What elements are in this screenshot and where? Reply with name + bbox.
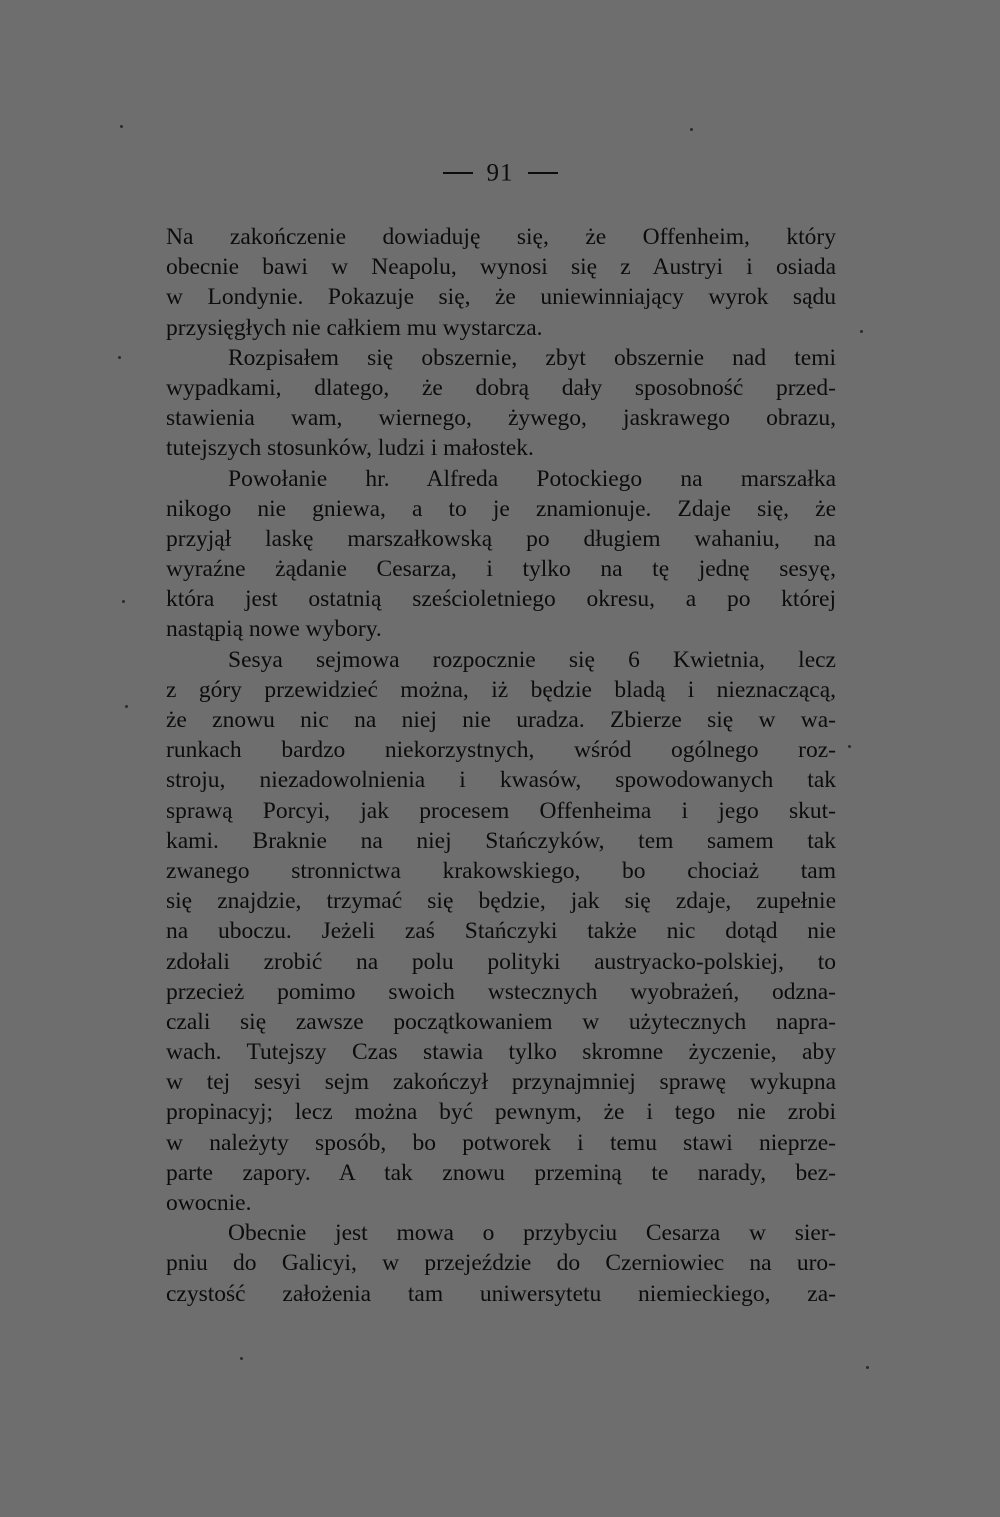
text-line: czali się zawsze początkowaniem w użytecznych napra-	[166, 1008, 836, 1035]
text-line: która jest ostatnią sześcioletniego okresu, a po której	[166, 586, 836, 613]
text-line: pniu do Galicyi, w przejeździe do Czerniowiec na uro-	[166, 1250, 836, 1277]
text-line: na uboczu. Jeżeli zaś Stańczyki także nic dotąd nie	[166, 918, 836, 945]
page-number: 91	[486, 159, 514, 187]
text-line: zwanego stronnictwa krakowskiego, bo chociaż tam	[166, 857, 836, 884]
scan-speck	[122, 600, 125, 603]
text-line: tutejszych stosunków, ludzi i małostek.	[166, 435, 534, 462]
right-dash	[528, 172, 558, 174]
text-line: propinacyj; lecz można być pewnym, że i tego nie zrobi	[166, 1099, 836, 1126]
text-line: Obecnie jest mowa o przybyciu Cesarza w sier-	[228, 1220, 836, 1247]
text-line: że znowu nic na niej nie uradza. Zbierze się w wa-	[166, 707, 836, 733]
text-line: w Londynie. Pokazuje się, że uniewinniający wyrok sądu	[166, 284, 836, 311]
text-line: w należyty sposób, bo potworek i temu stawi nieprze-	[166, 1129, 836, 1156]
text-line: nikogo nie gniewa, a to je znamionuje. Zdaje się, że	[166, 495, 836, 522]
scan-speck	[690, 128, 693, 131]
text-line: Na zakończenie dowiaduję się, że Offenheim, który	[166, 224, 836, 250]
text-line: owocnie.	[166, 1190, 252, 1216]
text-line: obecnie bawi w Neapolu, wynosi się z Austryi i osiada	[166, 254, 836, 281]
text-line: stroju, niezadowolnienia i kwasów, spowodowanych tak	[166, 767, 836, 794]
scan-speck	[848, 745, 851, 748]
scan-speck	[860, 330, 863, 333]
body-text	[166, 222, 836, 1309]
text-line: wypadkami, dlatego, że dobrą dały sposobność przed-	[166, 374, 836, 401]
text-line: przyjął laskę marszałkowską po długiem wahaniu, na	[166, 525, 836, 552]
text-line: z góry przewidzieć można, iż będzie bladą i nieznaczącą,	[166, 676, 836, 703]
text-line: sprawą Porcyi, jak procesem Offenheima i jego skut-	[166, 797, 836, 824]
page-header	[0, 158, 1000, 187]
text-line: stawienia wam, wiernego, żywego, jaskrawego obrazu,	[166, 405, 836, 432]
text-line: zdołali zrobić na polu polityki austryacko-polskiej, to	[166, 948, 836, 975]
text-line: przecież pomimo swoich wstecznych wyobrażeń, odzna-	[166, 978, 836, 1005]
scan-speck	[120, 125, 123, 128]
left-dash	[443, 172, 473, 174]
text-line: nastąpią nowe wybory.	[166, 616, 382, 643]
text-line: się znajdzie, trzymać się będzie, jak się zdaje, zupełnie	[166, 888, 836, 915]
text-line: parte zapory. A tak znowu przeminą te narady, bez-	[166, 1159, 836, 1186]
text-line: wyraźne żądanie Cesarza, i tylko na tę jednę sesyę,	[166, 556, 836, 583]
text-line: Sesya sejmowa rozpocznie się 6 Kwietnia, lecz	[228, 646, 836, 673]
text-line: Powołanie hr. Alfreda Potockiego na marszałka	[228, 465, 836, 492]
text-line: czystość założenia tam uniwersytetu niemieckiego, za-	[166, 1280, 836, 1307]
text-line: wach. Tutejszy Czas stawia tylko skromne życzenie, aby	[166, 1039, 836, 1066]
scan-speck	[118, 356, 121, 359]
text-line: przysięgłych nie całkiem mu wystarcza.	[166, 314, 543, 341]
scan-speck	[125, 705, 128, 708]
text-line: w tej sesyi sejm zakończył przynajmniej sprawę wykupna	[166, 1069, 836, 1096]
scan-speck	[240, 1357, 243, 1360]
text-line: Rozpisałem się obszernie, zbyt obszernie nad temi	[228, 344, 836, 371]
text-line: runkach bardzo niekorzystnych, wśród ogólnego roz-	[166, 737, 836, 764]
scan-speck	[866, 1366, 869, 1369]
text-line: kami. Braknie na niej Stańczyków, tem samem tak	[166, 827, 836, 854]
